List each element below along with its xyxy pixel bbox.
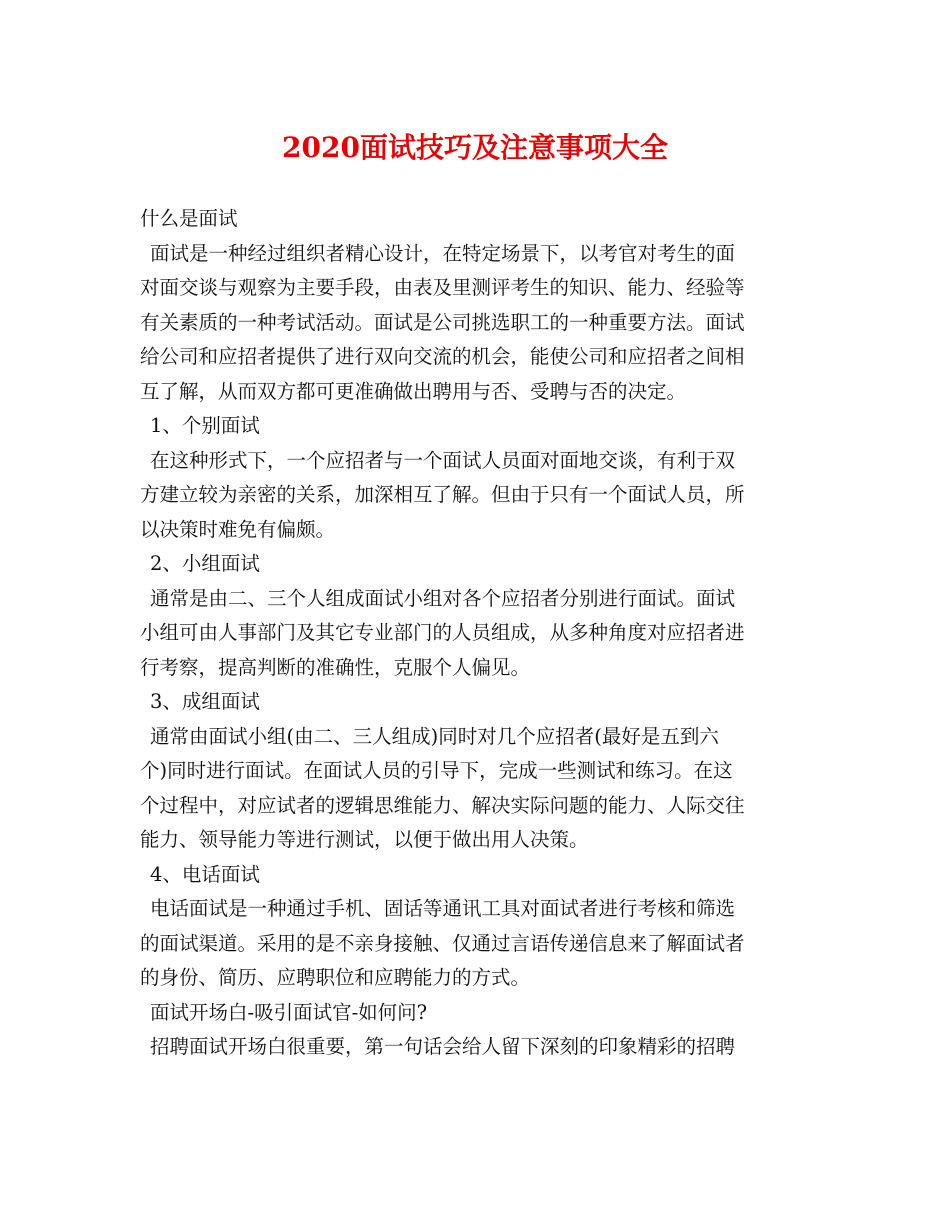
section-heading: 面试开场白-吸引面试官-如何问?: [150, 1000, 428, 1024]
document-title: 2020面试技巧及注意事项大全: [282, 131, 668, 164]
section-heading: 什么是面试: [140, 207, 238, 230]
paragraph-line: 招聘面试开场白很重要，第一句话会给人留下深刻的印象精彩的招聘: [150, 1035, 736, 1058]
paragraph-line: 方建立较为亲密的关系，加深相互了解。但由于只有一个面试人员，所: [140, 483, 745, 506]
paragraph-line: 通常由面试小组(由二、三人组成)同时对几个应招者(最好是五到六: [150, 724, 719, 748]
paragraph-line: 小组可由人事部门及其它专业部门的人员组成，从多种角度对应招者进: [140, 621, 745, 644]
paragraph-line: 互了解，从而双方都可更准确做出聘用与否、受聘与否的决定。: [140, 379, 687, 403]
document-body: [140, 202, 820, 1065]
paragraph-line: 给公司和应招者提供了进行双向交流的机会，能使公司和应招者之间相: [140, 345, 745, 368]
paragraph-line: 行考察，提高判断的准确性，克服个人偏见。: [140, 655, 531, 679]
paragraph-line: 通常是由二、三个人组成面试小组对各个应招者分别进行面试。面试: [150, 586, 736, 610]
paragraph-line: 个)同时进行面试。在面试人员的引导下，完成一些测试和练习。在这: [140, 759, 733, 782]
section-heading: 2、小组面试: [150, 552, 260, 575]
paragraph-line: 有关素质的一种考试活动。面试是公司挑选职工的一种重要方法。面试: [140, 310, 745, 334]
paragraph-line: 能力、领导能力等进行测试，以便于做出用人决策。: [140, 828, 589, 851]
section-heading: 1、个别面试: [150, 414, 260, 437]
paragraph-line: 以决策时难免有偏颇。: [140, 517, 336, 541]
paragraph-line: 对面交谈与观察为主要手段，由表及里测评考生的知识、能力、经验等: [140, 276, 745, 299]
paragraph-line: 的面试渠道。采用的是不亲身接触、仅通过言语传递信息来了解面试者: [140, 931, 745, 955]
section-heading: 3、成组面试: [150, 690, 260, 713]
paragraph-line: 面试是一种经过组织者精心设计，在特定场景下，以考官对考生的面: [150, 241, 736, 265]
paragraph-line: 个过程中，对应试者的逻辑思维能力、解决实际问题的能力、人际交往: [140, 793, 745, 817]
section-heading: 4、电话面试: [150, 862, 260, 886]
paragraph-line: 的身份、简历、应聘职位和应聘能力的方式。: [140, 966, 531, 989]
paragraph-line: 在这种形式下，一个应招者与一个面试人员面对面地交谈，有利于双: [150, 448, 736, 472]
paragraph-line: 电话面试是一种通过手机、固话等通讯工具对面试者进行考核和筛选: [150, 897, 736, 920]
